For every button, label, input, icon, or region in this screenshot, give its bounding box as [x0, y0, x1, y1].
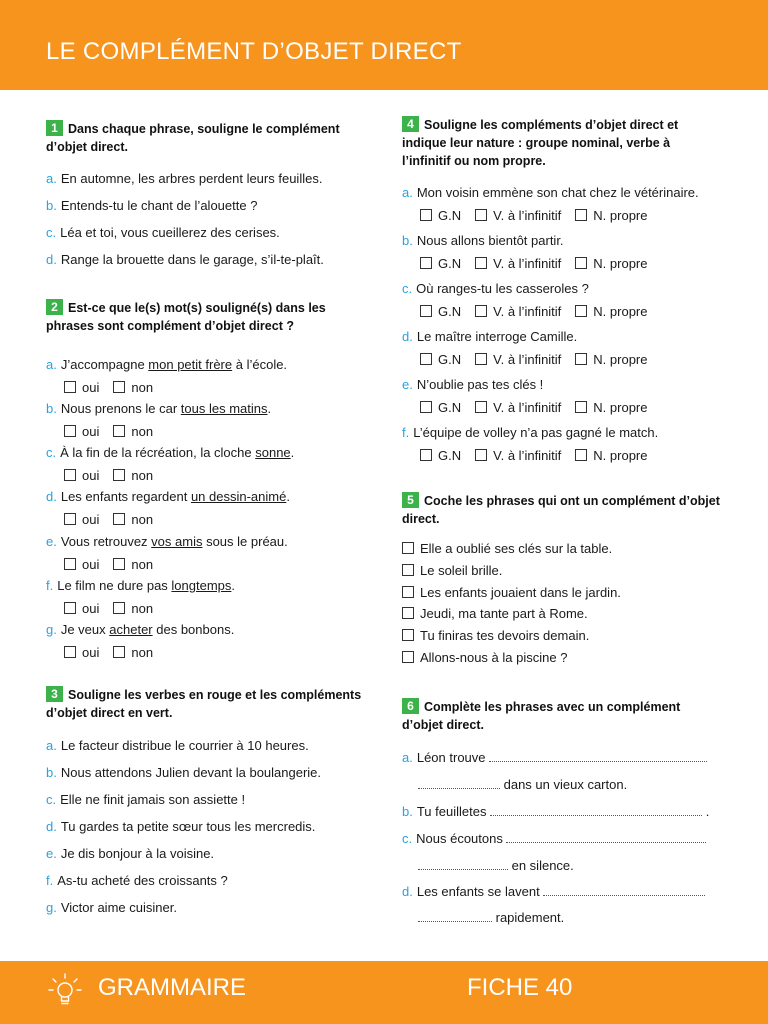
exercise-5-option[interactable] — [402, 585, 621, 600]
exercise-3-sentence — [46, 819, 315, 834]
checkbox[interactable] — [475, 305, 487, 317]
option-label: oui — [82, 557, 100, 572]
checkbox-option[interactable] — [64, 557, 99, 572]
underlined-words: longtemps — [171, 578, 232, 593]
item-letter: d. — [46, 252, 57, 267]
sentence-text: Mon voisin emmène son chat chez le vétérinaire. — [416, 185, 699, 200]
exercise-5-option[interactable] — [402, 628, 589, 643]
checkbox[interactable] — [575, 305, 587, 317]
checkbox-option[interactable] — [113, 601, 153, 616]
exercise-4-sentence — [402, 329, 577, 344]
exercise-6-sentence — [402, 750, 707, 765]
checkbox[interactable] — [420, 209, 432, 221]
sentence-text: Tu gardes ta petite sœur tous les mercredis. — [60, 819, 316, 834]
item-letter: c. — [46, 225, 57, 240]
lightbulb-icon — [48, 971, 82, 1009]
exercise-2-sentence — [46, 445, 294, 460]
checkbox[interactable] — [64, 602, 76, 614]
checkbox-option[interactable] — [64, 468, 99, 483]
option-label: G.N — [438, 256, 462, 271]
checkbox[interactable] — [402, 564, 414, 576]
option-label: oui — [82, 601, 100, 616]
sentence-end: rapidement. — [492, 910, 565, 925]
option-label: V. à l’infinitif — [493, 304, 562, 319]
exercise-6-sentence — [402, 884, 705, 899]
checkbox-option[interactable] — [64, 645, 99, 660]
sentence-text: sous le préau. — [202, 534, 288, 549]
checkbox-option[interactable] — [575, 400, 647, 415]
checkbox-option[interactable] — [113, 645, 153, 660]
checkbox[interactable] — [64, 646, 76, 658]
page-footer — [0, 961, 768, 1024]
option-label: oui — [82, 424, 100, 439]
checkbox[interactable] — [575, 257, 587, 269]
checkbox[interactable] — [64, 513, 76, 525]
page-title: LE COMPLÉMENT D’OBJET DIRECT — [46, 38, 462, 65]
sentence-text: L’équipe de volley n’a pas gagné le match. — [413, 425, 659, 440]
sentence-text: Jeudi, ma tante part à Rome. — [420, 606, 588, 621]
sentence-text: N’oublie pas tes clés ! — [416, 377, 544, 392]
option-label: oui — [82, 645, 100, 660]
oui-non-choice — [64, 557, 167, 572]
option-label: G.N — [438, 352, 462, 367]
item-letter: b. — [402, 233, 413, 248]
sentence-text: . — [231, 578, 236, 593]
exercise-number: 5 — [402, 492, 419, 508]
checkbox[interactable] — [420, 353, 432, 365]
checkbox[interactable] — [420, 449, 432, 461]
item-letter: d. — [46, 489, 57, 504]
underlined-words: mon petit frère — [148, 357, 233, 372]
item-letter: e. — [402, 377, 413, 392]
exercise-5-option[interactable] — [402, 563, 502, 578]
checkbox-option[interactable] — [575, 256, 647, 271]
checkbox[interactable] — [64, 381, 76, 393]
answer-blank[interactable] — [489, 751, 707, 762]
underlined-words: vos amis — [151, 534, 203, 549]
option-label: V. à l’infinitif — [493, 352, 562, 367]
answer-blank[interactable] — [543, 885, 705, 896]
option-label: V. à l’infinitif — [493, 208, 562, 223]
sentence-text: Tu finiras tes devoirs demain. — [420, 628, 590, 643]
checkbox[interactable] — [402, 542, 414, 554]
option-label: N. propre — [593, 448, 648, 463]
option-label: non — [131, 601, 154, 616]
sentence-text: Victor aime cuisiner. — [60, 900, 177, 915]
checkbox[interactable] — [113, 646, 125, 658]
checkbox[interactable] — [402, 629, 414, 641]
checkbox[interactable] — [475, 353, 487, 365]
item-letter: d. — [402, 329, 413, 344]
sentence-start: Les enfants se lavent — [416, 884, 544, 899]
exercise-5-option[interactable] — [402, 606, 588, 621]
exercise-1-sentence — [46, 225, 280, 240]
option-label: N. propre — [593, 304, 648, 319]
footer-sheet-number: FICHE 40 — [467, 974, 573, 1001]
checkbox-option[interactable] — [420, 400, 461, 415]
item-letter: f. — [402, 425, 410, 440]
exercise-1-instruction: 1 Dans chaque phrase, souligne le complément d’objet direct. — [46, 121, 340, 154]
sentence-text: Le film ne dure pas — [57, 578, 172, 593]
sentence-end: . — [702, 804, 710, 819]
exercise-4-sentence — [402, 233, 564, 248]
exercise-1-sentence — [46, 252, 324, 267]
option-label: V. à l’infinitif — [493, 400, 562, 415]
item-letter: b. — [46, 198, 57, 213]
item-letter: f. — [46, 578, 54, 593]
sentence-text: Allons-nous à la piscine ? — [420, 650, 568, 665]
nature-choice — [420, 256, 662, 271]
option-label: non — [131, 380, 154, 395]
exercise-4-sentence — [402, 281, 589, 296]
sentence-text: Elle ne finit jamais son assiette ! — [60, 792, 246, 807]
answer-blank[interactable] — [490, 805, 702, 816]
item-letter: a. — [46, 738, 57, 753]
exercise-6-instruction: 6 Complète les phrases avec un complément d’objet direct. — [402, 699, 681, 732]
exercise-number: 1 — [46, 120, 63, 136]
item-letter: c. — [402, 831, 413, 846]
oui-non-choice — [64, 468, 167, 483]
checkbox-option[interactable] — [113, 557, 153, 572]
option-label: non — [131, 512, 154, 527]
sentence-text: Nous allons bientôt partir. — [416, 233, 564, 248]
oui-non-choice — [64, 601, 167, 616]
checkbox-option[interactable] — [113, 468, 153, 483]
sentence-text: Le maître interroge Camille. — [416, 329, 578, 344]
option-label: N. propre — [593, 208, 648, 223]
exercise-3-instruction: 3 Souligne les verbes en rouge et les compléments d’objet direct en vert. — [46, 687, 362, 720]
checkbox[interactable] — [402, 586, 414, 598]
answer-blank[interactable] — [418, 859, 508, 870]
checkbox-option[interactable] — [420, 208, 461, 223]
item-letter: c. — [46, 792, 57, 807]
option-label: non — [131, 424, 154, 439]
oui-non-choice — [64, 424, 167, 439]
checkbox[interactable] — [402, 607, 414, 619]
sentence-start: Tu feuilletes — [416, 804, 491, 819]
checkbox-option[interactable] — [64, 601, 99, 616]
exercise-5-instruction: 5 Coche les phrases qui ont un complément d’objet direct. — [402, 493, 720, 526]
sentence-text: Léa et toi, vous cueillerez des cerises. — [60, 225, 280, 240]
exercise-4-instruction: 4 Souligne les compléments d’objet direct et indique leur nature : groupe nominal, verbe à l’infinitif ou nom propre. — [402, 117, 679, 168]
checkbox-option[interactable] — [575, 352, 647, 367]
exercise-3-sentence — [46, 738, 309, 753]
checkbox-option[interactable] — [475, 448, 561, 463]
sentence-end: en silence. — [508, 858, 574, 873]
item-letter: g. — [46, 622, 57, 637]
exercise-3-sentence — [46, 873, 228, 888]
checkbox[interactable] — [475, 209, 487, 221]
checkbox-option[interactable] — [64, 424, 99, 439]
checkbox[interactable] — [575, 209, 587, 221]
checkbox-option[interactable] — [113, 424, 153, 439]
item-letter: f. — [46, 873, 54, 888]
checkbox-option[interactable] — [64, 512, 99, 527]
oui-non-choice — [64, 645, 167, 660]
sentence-text: En automne, les arbres perdent leurs feuilles. — [60, 171, 323, 186]
option-label: G.N — [438, 304, 462, 319]
sentence-text: Où ranges-tu les casseroles ? — [416, 281, 589, 296]
item-letter: e. — [46, 534, 57, 549]
sentence-text: Entends-tu le chant de l’alouette ? — [60, 198, 258, 213]
option-label: non — [131, 557, 154, 572]
exercise-3-sentence — [46, 900, 177, 915]
underlined-words: un dessin-animé — [190, 489, 287, 504]
exercise-4-sentence — [402, 425, 658, 440]
exercise-number: 2 — [46, 299, 63, 315]
checkbox[interactable] — [475, 401, 487, 413]
checkbox[interactable] — [575, 449, 587, 461]
checkbox[interactable] — [575, 353, 587, 365]
exercise-5-option[interactable] — [402, 650, 567, 665]
checkbox[interactable] — [113, 381, 125, 393]
sentence-text: As-tu acheté des croissants ? — [57, 873, 228, 888]
nature-choice — [420, 304, 662, 319]
sentence-text: . — [290, 445, 295, 460]
checkbox[interactable] — [575, 401, 587, 413]
exercise-6-sentence — [402, 831, 706, 846]
item-letter: a. — [402, 750, 413, 765]
underlined-words: sonne — [255, 445, 291, 460]
item-letter: d. — [46, 819, 57, 834]
exercise-2-sentence — [46, 622, 234, 637]
nature-choice — [420, 448, 662, 463]
sentence-start: Léon trouve — [416, 750, 490, 765]
sentence-text: des bonbons. — [152, 622, 235, 637]
oui-non-choice — [64, 512, 167, 527]
exercise-5-option[interactable] — [402, 541, 612, 556]
checkbox-option[interactable] — [420, 448, 461, 463]
exercise-6-continuation — [418, 910, 564, 925]
checkbox-option[interactable] — [475, 352, 561, 367]
checkbox[interactable] — [113, 513, 125, 525]
sentence-text: Vous retrouvez — [60, 534, 152, 549]
exercise-number: 4 — [402, 116, 419, 132]
option-label: oui — [82, 468, 100, 483]
checkbox-option[interactable] — [420, 256, 461, 271]
sentence-end: dans un vieux carton. — [500, 777, 628, 792]
exercise-4-sentence — [402, 185, 699, 200]
footer-subject: GRAMMAIRE — [98, 974, 247, 1001]
item-letter: c. — [46, 445, 57, 460]
option-label: non — [131, 468, 154, 483]
item-letter: a. — [402, 185, 413, 200]
page-header — [0, 0, 768, 90]
checkbox[interactable] — [420, 257, 432, 269]
option-label: V. à l’infinitif — [493, 448, 562, 463]
sentence-text: Le facteur distribue le courrier à 10 heures. — [60, 738, 309, 753]
checkbox-option[interactable] — [475, 256, 561, 271]
checkbox[interactable] — [64, 469, 76, 481]
option-label: oui — [82, 512, 100, 527]
sentence-text: Les enfants regardent — [60, 489, 191, 504]
oui-non-choice — [64, 380, 167, 395]
sentence-text: Nous prenons le car — [60, 401, 181, 416]
option-label: non — [131, 645, 154, 660]
sentence-text: Le soleil brille. — [420, 563, 503, 578]
checkbox[interactable] — [420, 305, 432, 317]
checkbox-option[interactable] — [420, 304, 461, 319]
checkbox-option[interactable] — [64, 380, 99, 395]
exercise-number: 6 — [402, 698, 419, 714]
option-label: G.N — [438, 400, 462, 415]
sentence-text: Elle a oublié ses clés sur la table. — [420, 541, 613, 556]
checkbox-option[interactable] — [475, 400, 561, 415]
checkbox[interactable] — [113, 558, 125, 570]
exercise-4-sentence — [402, 377, 543, 392]
checkbox-option[interactable] — [475, 208, 561, 223]
item-letter: b. — [402, 804, 413, 819]
exercise-2-sentence — [46, 357, 287, 372]
checkbox-option[interactable] — [475, 304, 561, 319]
exercise-2-sentence — [46, 489, 290, 504]
sentence-text: J’accompagne — [60, 357, 149, 372]
sentence-text: . — [267, 401, 272, 416]
exercise-2-sentence — [46, 401, 271, 416]
option-label: N. propre — [593, 352, 648, 367]
option-label: G.N — [438, 208, 462, 223]
option-label: N. propre — [593, 400, 648, 415]
exercise-2-sentence — [46, 578, 235, 593]
exercise-2-sentence — [46, 534, 288, 549]
checkbox[interactable] — [113, 425, 125, 437]
item-letter: a. — [46, 357, 57, 372]
answer-blank[interactable] — [418, 778, 500, 789]
exercise-3-sentence — [46, 765, 321, 780]
nature-choice — [420, 352, 662, 367]
exercise-3-sentence — [46, 792, 245, 807]
sentence-start: Nous écoutons — [416, 831, 507, 846]
checkbox-option[interactable] — [575, 304, 647, 319]
sentence-text: À la fin de la récréation, la cloche — [60, 445, 256, 460]
item-letter: a. — [46, 171, 57, 186]
checkbox[interactable] — [113, 602, 125, 614]
exercise-1-sentence — [46, 171, 322, 186]
sentence-text: Les enfants jouaient dans le jardin. — [420, 585, 621, 600]
item-letter: g. — [46, 900, 57, 915]
sentence-text: à l’école. — [232, 357, 288, 372]
checkbox-option[interactable] — [113, 380, 153, 395]
exercise-3-sentence — [46, 846, 214, 861]
answer-blank[interactable] — [418, 911, 492, 922]
sentence-text: Range la brouette dans le garage, s’il-te-plaît. — [60, 252, 324, 267]
checkbox-option[interactable] — [420, 352, 461, 367]
item-letter: d. — [402, 884, 413, 899]
sentence-text: Je veux — [60, 622, 110, 637]
option-label: G.N — [438, 448, 462, 463]
checkbox-option[interactable] — [575, 208, 647, 223]
exercise-6-continuation — [418, 858, 574, 873]
exercise-6-sentence — [402, 804, 709, 819]
sentence-text: Je dis bonjour à la voisine. — [60, 846, 215, 861]
item-letter: c. — [402, 281, 413, 296]
checkbox[interactable] — [420, 401, 432, 413]
exercise-6-continuation — [418, 777, 627, 792]
underlined-words: acheter — [109, 622, 153, 637]
nature-choice — [420, 400, 662, 415]
option-label: N. propre — [593, 256, 648, 271]
sentence-text: . — [286, 489, 290, 504]
option-label: oui — [82, 380, 100, 395]
checkbox[interactable] — [64, 425, 76, 437]
checkbox[interactable] — [64, 558, 76, 570]
exercise-1-sentence — [46, 198, 257, 213]
answer-blank[interactable] — [506, 832, 706, 843]
checkbox-option[interactable] — [575, 448, 647, 463]
exercise-2-instruction: 2 Est-ce que le(s) mot(s) souligné(s) dans les phrases sont complément d’objet direct ? — [46, 300, 326, 333]
item-letter: b. — [46, 765, 57, 780]
option-label: V. à l’infinitif — [493, 256, 562, 271]
checkbox[interactable] — [475, 449, 487, 461]
underlined-words: tous les matins — [180, 401, 268, 416]
checkbox[interactable] — [402, 651, 414, 663]
checkbox-option[interactable] — [113, 512, 153, 527]
item-letter: b. — [46, 401, 57, 416]
sentence-text: Nous attendons Julien devant la boulangerie. — [60, 765, 322, 780]
checkbox[interactable] — [113, 469, 125, 481]
exercise-number: 3 — [46, 686, 63, 702]
checkbox[interactable] — [475, 257, 487, 269]
item-letter: e. — [46, 846, 57, 861]
nature-choice — [420, 208, 662, 223]
